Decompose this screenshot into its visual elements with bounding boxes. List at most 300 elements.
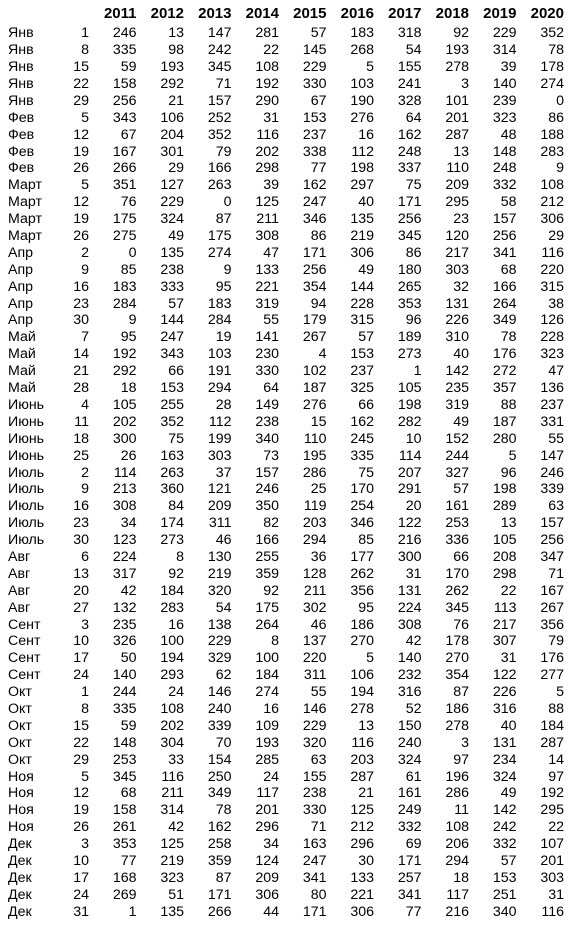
month-cell: Дек: [8, 903, 32, 920]
value-cell: 69: [405, 836, 422, 853]
value-cell: 238: [255, 413, 279, 430]
value-cell: 145: [302, 42, 327, 59]
value-cell: 147: [207, 25, 232, 42]
value-cell: 316: [492, 700, 517, 717]
table-row: [6, 903, 564, 920]
table-row: [6, 59, 564, 76]
day-cell: 1: [81, 25, 89, 42]
value-cell: 58: [500, 194, 517, 211]
value-cell: 278: [445, 717, 469, 734]
value-cell: 46: [215, 532, 232, 549]
day-cell: 12: [73, 126, 89, 143]
value-cell: 256: [302, 261, 327, 278]
day-cell: 11: [74, 413, 89, 430]
table-row: [6, 228, 564, 245]
value-cell: 78: [215, 802, 232, 819]
value-cell: 23: [453, 211, 469, 228]
month-cell: Сент: [8, 650, 41, 667]
value-cell: 201: [255, 802, 279, 819]
value-cell: 78: [548, 42, 564, 59]
value-cell: 229: [207, 633, 232, 650]
value-cell: 209: [255, 869, 279, 886]
value-cell: 273: [397, 346, 422, 363]
value-cell: 257: [397, 869, 422, 886]
value-cell: 57: [453, 481, 469, 498]
value-cell: 166: [255, 532, 279, 549]
value-cell: 336: [445, 532, 469, 549]
day-cell: 2: [81, 244, 89, 261]
value-cell: 92: [263, 582, 279, 599]
value-cell: 114: [113, 464, 137, 481]
value-cell: 347: [540, 548, 564, 565]
month-cell: Окт: [8, 717, 32, 734]
value-cell: 212: [540, 194, 564, 211]
value-cell: 140: [492, 76, 517, 93]
value-cell: 272: [492, 363, 517, 380]
value-cell: 42: [405, 633, 422, 650]
value-cell: 294: [207, 380, 232, 397]
value-cell: 193: [255, 734, 279, 751]
value-cell: 204: [160, 126, 184, 143]
value-cell: 87: [215, 869, 232, 886]
value-cell: 216: [445, 903, 469, 920]
value-cell: 193: [445, 42, 469, 59]
value-cell: 31: [405, 565, 422, 582]
table-row: [6, 701, 564, 718]
month-cell: Апр: [8, 244, 34, 261]
value-cell: 189: [397, 329, 422, 346]
value-cell: 1: [413, 363, 422, 380]
value-cell: 217: [492, 616, 517, 633]
header-year: 2019: [483, 6, 517, 22]
value-cell: 217: [445, 244, 469, 261]
day-cell: 26: [73, 228, 89, 245]
table-row: [6, 126, 564, 143]
value-cell: 77: [405, 903, 422, 920]
value-cell: 188: [540, 126, 564, 143]
value-cell: 110: [446, 160, 469, 177]
value-cell: 66: [358, 396, 374, 413]
value-cell: 247: [302, 194, 327, 211]
value-cell: 116: [351, 734, 374, 751]
value-cell: 176: [540, 650, 564, 667]
value-cell: 88: [500, 396, 517, 413]
value-cell: 77: [120, 852, 137, 869]
value-cell: 192: [540, 785, 564, 802]
value-cell: 112: [208, 413, 232, 430]
value-cell: 146: [207, 684, 232, 701]
value-cell: 340: [255, 430, 279, 447]
value-cell: 103: [350, 76, 374, 93]
value-cell: 301: [160, 143, 184, 160]
value-cell: 101: [445, 92, 469, 109]
table-row: [6, 616, 564, 633]
value-cell: 157: [207, 92, 232, 109]
value-cell: 211: [303, 582, 327, 599]
value-cell: 352: [207, 126, 232, 143]
month-cell: Июль: [8, 515, 45, 532]
value-cell: 295: [540, 802, 564, 819]
value-cell: 228: [540, 329, 564, 346]
value-cell: 98: [168, 42, 184, 59]
value-cell: 345: [112, 768, 137, 785]
value-cell: 283: [160, 599, 184, 616]
value-cell: 46: [310, 616, 327, 633]
value-cell: 157: [255, 464, 279, 481]
day-cell: 22: [73, 734, 89, 751]
value-cell: 240: [207, 700, 232, 717]
value-cell: 255: [160, 396, 184, 413]
header-row: [6, 6, 564, 25]
value-cell: 270: [445, 650, 469, 667]
data-table: [6, 6, 564, 920]
month-cell: Апр: [8, 278, 34, 295]
value-cell: 253: [112, 751, 137, 768]
header-year: 2012: [150, 6, 184, 22]
value-cell: 20: [405, 498, 422, 515]
value-cell: 183: [207, 295, 232, 312]
table-row: [6, 751, 564, 768]
value-cell: 47: [548, 363, 564, 380]
value-cell: 277: [540, 667, 564, 684]
table-row: [6, 76, 564, 93]
month-cell: Фев: [8, 109, 35, 126]
value-cell: 31: [500, 650, 517, 667]
value-cell: 216: [397, 532, 422, 549]
value-cell: 105: [492, 532, 517, 549]
value-cell: 97: [453, 751, 469, 768]
value-cell: 135: [350, 211, 374, 228]
value-cell: 314: [160, 802, 184, 819]
value-cell: 287: [540, 734, 564, 751]
day-cell: 5: [81, 768, 89, 785]
value-cell: 49: [358, 261, 374, 278]
value-cell: 274: [540, 76, 564, 93]
value-cell: 82: [263, 515, 279, 532]
table-row: [6, 430, 564, 447]
value-cell: 340: [492, 903, 517, 920]
value-cell: 42: [168, 819, 184, 836]
value-cell: 33: [168, 751, 184, 768]
day-cell: 2: [81, 464, 89, 481]
value-cell: 183: [112, 278, 137, 295]
value-cell: 352: [540, 25, 564, 42]
header-year: 2017: [388, 6, 422, 22]
value-cell: 133: [255, 261, 279, 278]
value-cell: 229: [492, 25, 517, 42]
value-cell: 190: [350, 92, 374, 109]
value-cell: 246: [112, 25, 137, 42]
value-cell: 39: [263, 177, 279, 194]
value-cell: 75: [168, 430, 184, 447]
value-cell: 21: [358, 785, 374, 802]
value-cell: 57: [358, 329, 374, 346]
value-cell: 52: [405, 700, 422, 717]
day-cell: 9: [81, 481, 89, 498]
value-cell: 300: [112, 430, 137, 447]
value-cell: 274: [207, 244, 232, 261]
value-cell: 140: [112, 667, 137, 684]
value-cell: 176: [492, 346, 517, 363]
month-cell: Июнь: [8, 430, 45, 447]
value-cell: 116: [256, 126, 279, 143]
value-cell: 226: [445, 312, 469, 329]
value-cell: 317: [112, 565, 137, 582]
value-cell: 353: [397, 295, 422, 312]
day-cell: 4: [81, 396, 89, 413]
value-cell: 278: [350, 700, 374, 717]
value-cell: 141: [255, 329, 279, 346]
value-cell: 239: [492, 92, 517, 109]
value-cell: 175: [255, 599, 279, 616]
value-cell: 357: [492, 380, 517, 397]
value-cell: 287: [350, 768, 374, 785]
table-row: [6, 261, 564, 278]
value-cell: 8: [176, 548, 184, 565]
value-cell: 184: [255, 667, 279, 684]
month-cell: Июль: [8, 498, 45, 515]
value-cell: 207: [397, 464, 422, 481]
value-cell: 147: [540, 447, 564, 464]
value-cell: 308: [112, 498, 137, 515]
value-cell: 49: [453, 413, 469, 430]
value-cell: 281: [255, 25, 279, 42]
month-cell: Дек: [8, 852, 32, 869]
day-cell: 3: [81, 836, 89, 853]
value-cell: 284: [112, 295, 137, 312]
value-cell: 77: [310, 160, 327, 177]
day-cell: 16: [73, 278, 89, 295]
month-cell: Апр: [8, 312, 34, 329]
table-row: [6, 802, 564, 819]
month-cell: Янв: [8, 25, 34, 42]
day-cell: 12: [73, 785, 89, 802]
value-cell: 140: [397, 650, 422, 667]
value-cell: 208: [492, 548, 517, 565]
value-cell: 108: [255, 59, 279, 76]
value-cell: 153: [350, 346, 374, 363]
value-cell: 306: [255, 886, 279, 903]
value-cell: 31: [263, 109, 279, 126]
value-cell: 346: [350, 515, 374, 532]
value-cell: 16: [358, 126, 374, 143]
value-cell: 13: [453, 143, 469, 160]
value-cell: 119: [303, 498, 327, 515]
value-cell: 351: [112, 177, 137, 194]
value-cell: 245: [350, 430, 374, 447]
month-cell: Сент: [8, 633, 41, 650]
month-cell: Янв: [8, 92, 34, 109]
value-cell: 153: [302, 109, 327, 126]
value-cell: 265: [397, 278, 422, 295]
value-cell: 92: [168, 565, 184, 582]
value-cell: 61: [405, 768, 422, 785]
table-row: [6, 363, 564, 380]
value-cell: 209: [207, 498, 232, 515]
value-cell: 350: [255, 498, 279, 515]
value-cell: 332: [492, 836, 517, 853]
value-cell: 171: [397, 852, 422, 869]
value-cell: 178: [445, 633, 469, 650]
value-cell: 354: [302, 278, 327, 295]
day-cell: 17: [73, 650, 89, 667]
value-cell: 306: [350, 903, 374, 920]
table-row: [6, 413, 564, 430]
value-cell: 68: [120, 785, 137, 802]
day-cell: 23: [73, 295, 89, 312]
value-cell: 59: [120, 59, 137, 76]
value-cell: 155: [302, 768, 327, 785]
value-cell: 219: [350, 228, 374, 245]
table-row: [6, 380, 564, 397]
header-year: 2011: [103, 6, 137, 22]
value-cell: 235: [445, 380, 469, 397]
value-cell: 26: [120, 447, 137, 464]
value-cell: 359: [207, 852, 232, 869]
day-cell: 19: [73, 143, 89, 160]
day-cell: 14: [73, 346, 89, 363]
value-cell: 323: [540, 346, 564, 363]
header-year: 2020: [530, 6, 564, 22]
value-cell: 303: [540, 869, 564, 886]
value-cell: 121: [207, 481, 232, 498]
day-cell: 15: [73, 717, 89, 734]
value-cell: 180: [397, 261, 422, 278]
value-cell: 254: [350, 498, 374, 515]
value-cell: 273: [160, 532, 184, 549]
table-row: [6, 734, 564, 751]
table-row: [6, 346, 564, 363]
value-cell: 76: [120, 194, 137, 211]
value-cell: 80: [310, 886, 327, 903]
value-cell: 203: [350, 751, 374, 768]
value-cell: 16: [168, 616, 184, 633]
value-cell: 268: [350, 42, 374, 59]
value-cell: 356: [350, 582, 374, 599]
table-row: [6, 194, 564, 211]
value-cell: 79: [548, 633, 564, 650]
value-cell: 71: [548, 565, 564, 582]
value-cell: 213: [112, 481, 137, 498]
value-cell: 55: [263, 312, 279, 329]
value-cell: 306: [350, 244, 374, 261]
table-row: [6, 278, 564, 295]
value-cell: 125: [160, 836, 184, 853]
month-cell: Авг: [8, 548, 31, 565]
value-cell: 108: [160, 700, 184, 717]
value-cell: 194: [160, 650, 184, 667]
value-cell: 55: [310, 684, 327, 701]
day-cell: 12: [73, 194, 89, 211]
value-cell: 105: [397, 380, 422, 397]
value-cell: 29: [548, 228, 564, 245]
value-cell: 343: [112, 109, 137, 126]
table-row: [6, 25, 564, 42]
month-cell: Фев: [8, 160, 35, 177]
value-cell: 221: [255, 278, 279, 295]
table-row: [6, 245, 564, 262]
value-cell: 175: [207, 228, 232, 245]
value-cell: 71: [310, 819, 327, 836]
value-cell: 228: [350, 295, 374, 312]
table-row: [6, 397, 564, 414]
value-cell: 166: [492, 278, 517, 295]
value-cell: 335: [112, 700, 137, 717]
value-cell: 78: [500, 329, 517, 346]
table-row: [6, 718, 564, 735]
month-cell: Сент: [8, 667, 41, 684]
value-cell: 234: [492, 751, 517, 768]
value-cell: 237: [302, 126, 327, 143]
value-cell: 109: [255, 717, 279, 734]
value-cell: 302: [302, 599, 327, 616]
value-cell: 0: [223, 194, 232, 211]
value-cell: 280: [492, 430, 517, 447]
value-cell: 126: [540, 312, 564, 329]
month-cell: Ноя: [8, 785, 34, 802]
value-cell: 9: [128, 312, 137, 329]
value-cell: 149: [255, 396, 279, 413]
value-cell: 25: [310, 481, 327, 498]
value-cell: 267: [302, 329, 327, 346]
value-cell: 166: [207, 160, 232, 177]
day-cell: 23: [73, 515, 89, 532]
value-cell: 54: [405, 42, 422, 59]
table-row: [6, 42, 564, 59]
table-row: [6, 684, 564, 701]
month-cell: Окт: [8, 684, 32, 701]
value-cell: 291: [397, 481, 422, 498]
value-cell: 73: [263, 447, 279, 464]
table-row: [6, 464, 564, 481]
value-cell: 5: [366, 59, 374, 76]
value-cell: 201: [540, 852, 564, 869]
value-cell: 64: [263, 380, 279, 397]
value-cell: 247: [160, 329, 184, 346]
value-cell: 256: [540, 532, 564, 549]
month-cell: Май: [8, 363, 36, 380]
header-year: 2018: [435, 6, 469, 22]
value-cell: 292: [112, 363, 137, 380]
value-cell: 266: [112, 160, 137, 177]
month-cell: Июль: [8, 464, 45, 481]
value-cell: 256: [492, 228, 517, 245]
value-cell: 85: [358, 532, 374, 549]
value-cell: 31: [548, 886, 564, 903]
value-cell: 331: [540, 413, 564, 430]
value-cell: 92: [453, 25, 469, 42]
value-cell: 325: [350, 380, 374, 397]
month-cell: Март: [8, 194, 42, 211]
value-cell: 298: [255, 160, 279, 177]
month-cell: Апр: [8, 295, 34, 312]
value-cell: 76: [453, 616, 469, 633]
month-cell: Ноя: [8, 768, 34, 785]
value-cell: 276: [302, 396, 327, 413]
value-cell: 318: [397, 25, 422, 42]
value-cell: 153: [492, 869, 517, 886]
value-cell: 324: [492, 768, 517, 785]
value-cell: 97: [548, 768, 564, 785]
value-cell: 158: [112, 76, 137, 93]
table-row: [6, 853, 564, 870]
value-cell: 349: [492, 312, 517, 329]
value-cell: 63: [310, 751, 327, 768]
value-cell: 212: [350, 819, 374, 836]
month-cell: Ноя: [8, 819, 34, 836]
value-cell: 153: [160, 380, 184, 397]
value-cell: 237: [350, 363, 374, 380]
